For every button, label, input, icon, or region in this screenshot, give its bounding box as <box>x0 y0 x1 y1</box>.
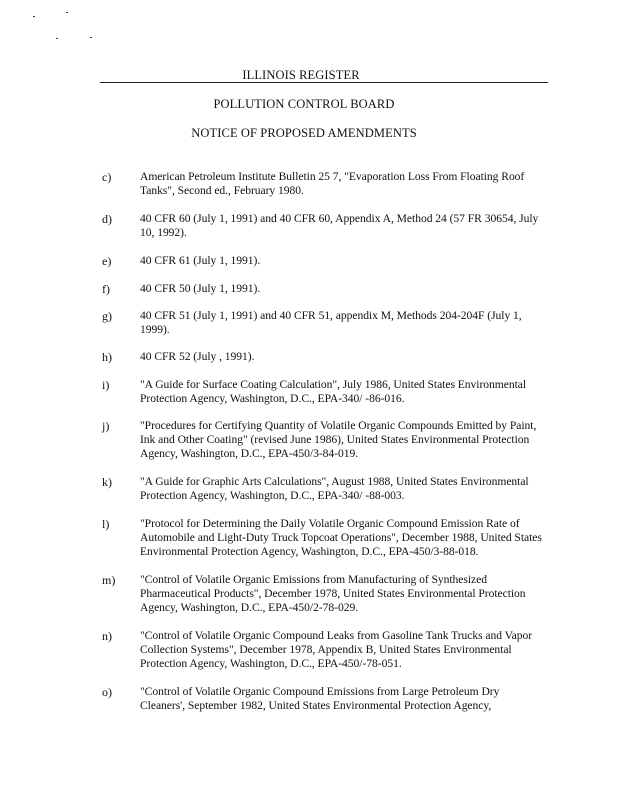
item-label: i) <box>102 378 110 392</box>
item-text: "Control of Volatile Organic Compound Leaks from Gasoline Tank Trucks and Vapor Collection Systems", December 1978, Appendix B, United States Environmental Protection Agency, Washington, D.C., EPA-450/-78-051. <box>140 629 533 670</box>
item-label: d) <box>102 212 112 226</box>
scan-speck <box>90 37 92 38</box>
item-text: 40 CFR 61 (July 1, 1991). <box>140 254 261 267</box>
item-label: m) <box>102 573 116 587</box>
item-text: 40 CFR 51 (July 1, 1991) and 40 CFR 51, appendix M, Methods 204-204F (July 1, 1999). <box>140 309 522 336</box>
item-label: j) <box>102 419 110 433</box>
item-text: 40 CFR 52 (July , 1991). <box>140 350 255 363</box>
item-text: "Procedures for Certifying Quantity of Volatile Organic Compounds Emitted by Paint, Ink and Other Coating" (revised June 1986), United States Environmental Protection Agency, Washington, D.C., EPA-450/3-84-019. <box>140 419 537 460</box>
register-title: ILLINOIS REGISTER <box>242 68 360 82</box>
item-text: 40 CFR 50 (July 1, 1991). <box>140 282 261 295</box>
item-label: l) <box>102 517 110 531</box>
item-label: g) <box>102 309 112 323</box>
item-label: k) <box>102 475 112 489</box>
scan-speck <box>56 38 58 39</box>
item-text: "Control of Volatile Organic Emissions from Manufacturing of Synthesized Pharmaceutical Products", December 1978, United States Environmental Protection Agency, Washington, D.C., EPA-450/2-78-029. <box>140 573 526 614</box>
scan-speck <box>66 12 68 13</box>
item-label: f) <box>102 282 110 296</box>
item-text: "Control of Volatile Organic Compound Emissions from Large Petroleum Dry Cleaners', September 1982, United States Environmental Protection Agency, <box>140 685 500 712</box>
item-text: American Petroleum Institute Bulletin 25 7, "Evaporation Loss From Floating Roof Tanks", Second ed., February 1980. <box>140 170 525 197</box>
item-label: e) <box>102 254 112 268</box>
item-text: 40 CFR 60 (July 1, 1991) and 40 CFR 60, Appendix A, Method 24 (57 FR 30654, July 10, 1992). <box>140 212 539 239</box>
item-label: c) <box>102 170 112 184</box>
board-title: POLLUTION CONTROL BOARD <box>213 97 395 111</box>
header-rule <box>100 82 548 83</box>
item-text: "Protocol for Determining the Daily Volatile Organic Compound Emission Rate of Automobile and Light-Duty Truck Topcoat Operations", December 1988, United States Environmental Protection Agency, Washington, D.C., EPA-450/3-88-018. <box>140 517 542 558</box>
item-text: "A Guide for Surface Coating Calculation", July 1986, United States Environmental Protection Agency, Washington, D.C., EPA-340/ -86-016. <box>140 378 527 405</box>
item-label: n) <box>102 629 112 643</box>
item-text: "A Guide for Graphic Arts Calculations", August 1988, United States Environmental Protection Agency, Washington, D.C., EPA-340/ -88-003. <box>140 475 529 502</box>
notice-title: NOTICE OF PROPOSED AMENDMENTS <box>191 126 417 140</box>
item-label: o) <box>102 685 112 699</box>
scan-speck <box>33 16 35 17</box>
item-label: h) <box>102 350 112 364</box>
